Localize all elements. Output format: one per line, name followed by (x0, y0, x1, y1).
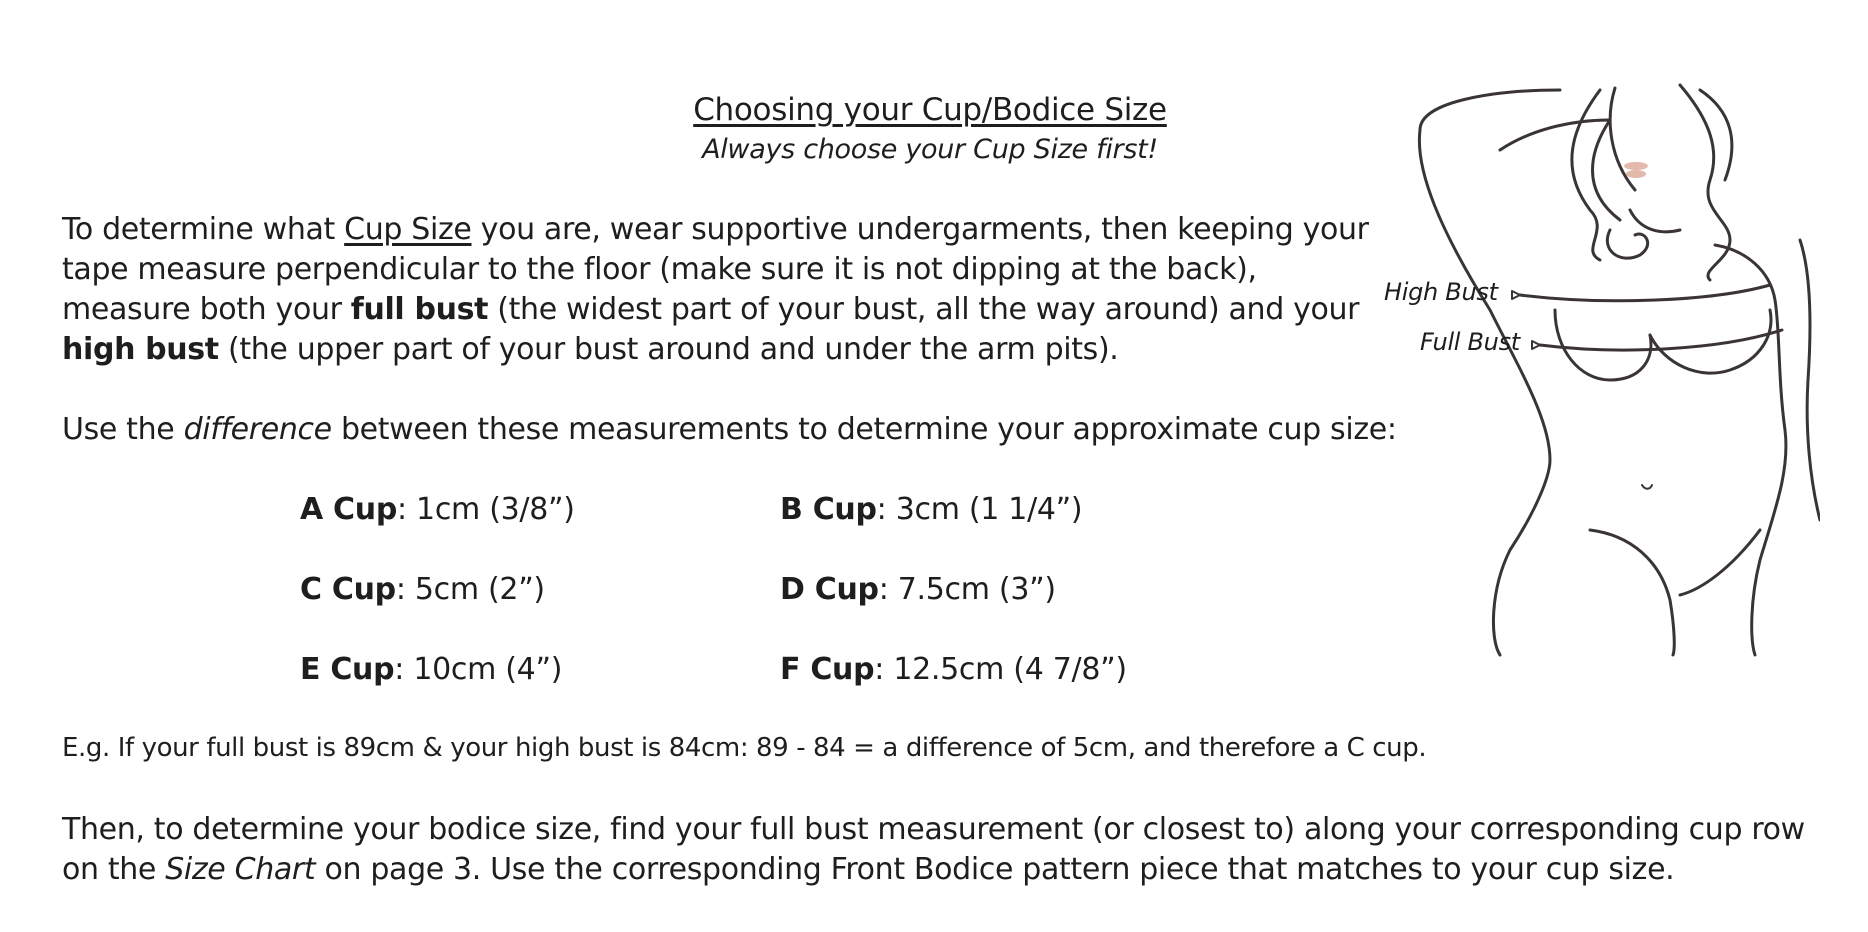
difference-paragraph: Use the difference between these measurements to determine your approximate cup size: (62, 412, 1397, 447)
cup-size-term: Cup Size (344, 212, 472, 247)
bodice-line-1: Then, to determine your bodice size, find your full bust measurement (or closest to) along your corresponding cup row (62, 812, 1805, 847)
full-bust-line (1540, 330, 1782, 350)
waist-curve (1590, 530, 1674, 655)
full-bust-term: full bust (350, 292, 489, 327)
intro-line-1: To determine what Cup Size you are, wear supportive undergarments, then keeping your (62, 212, 1369, 247)
high-bust-term: high bust (62, 332, 219, 367)
bust-measurement-illustration (1380, 80, 1820, 660)
hair-right-2 (1700, 90, 1732, 180)
intro-paragraph (62, 210, 1402, 370)
example-calculation: E.g. If your full bust is 89cm & your high bust is 84cm: 89 - 84 = a difference of 5cm, and therefore a C cup. (62, 733, 1427, 763)
figure-drawing (1380, 80, 1820, 660)
raised-arm-outline (1419, 90, 1560, 655)
size-chart-term: Size Chart (165, 852, 316, 887)
right-arm-edge (1800, 240, 1820, 520)
full-bust-pointer (1532, 341, 1540, 349)
page-subtitle: Always choose your Cup Size first! (702, 134, 1158, 165)
body-outline (1419, 85, 1820, 655)
full-bust-label: Full Bust (1420, 328, 1520, 356)
neck-curls (1607, 230, 1647, 258)
cup-e-entry: E Cup: 10cm (4”) (300, 652, 563, 687)
left-bust (1555, 310, 1651, 380)
hip-curve (1680, 530, 1760, 595)
chin (1630, 210, 1680, 232)
right-side (1752, 430, 1786, 655)
cup-f-entry: F Cup: 12.5cm (4 7/8”) (780, 652, 1127, 687)
cup-a-entry: A Cup: 1cm (3/8”) (300, 492, 575, 527)
hair-left (1572, 90, 1600, 260)
cup-d-entry: D Cup: 7.5cm (3”) (780, 572, 1056, 607)
intro-line-3: measure both your full bust (the widest part of your bust, all the way around) and your (62, 292, 1360, 327)
bodice-line-2: on the Size Chart on page 3. Use the corresponding Front Bodice pattern piece that matches to your cup size. (62, 852, 1675, 887)
lips (1624, 162, 1648, 178)
bodice-paragraph (62, 810, 1822, 890)
arm-inner-outline (1500, 120, 1620, 220)
high-bust-line (1520, 285, 1770, 301)
high-bust-label: High Bust (1384, 278, 1498, 306)
page-title: Choosing your Cup/Bodice Size (693, 92, 1167, 128)
navel (1642, 485, 1652, 489)
difference-term: difference (183, 412, 332, 447)
intro-line-4: high bust (the upper part of your bust around and under the arm pits). (62, 332, 1119, 367)
cup-c-entry: C Cup: 5cm (2”) (300, 572, 545, 607)
right-bust (1650, 310, 1771, 373)
cup-b-entry: B Cup: 3cm (1 1/4”) (780, 492, 1083, 527)
high-bust-pointer (1512, 291, 1520, 299)
intro-line-2: tape measure perpendicular to the floor (make sure it is not dipping at the back), (62, 252, 1257, 287)
